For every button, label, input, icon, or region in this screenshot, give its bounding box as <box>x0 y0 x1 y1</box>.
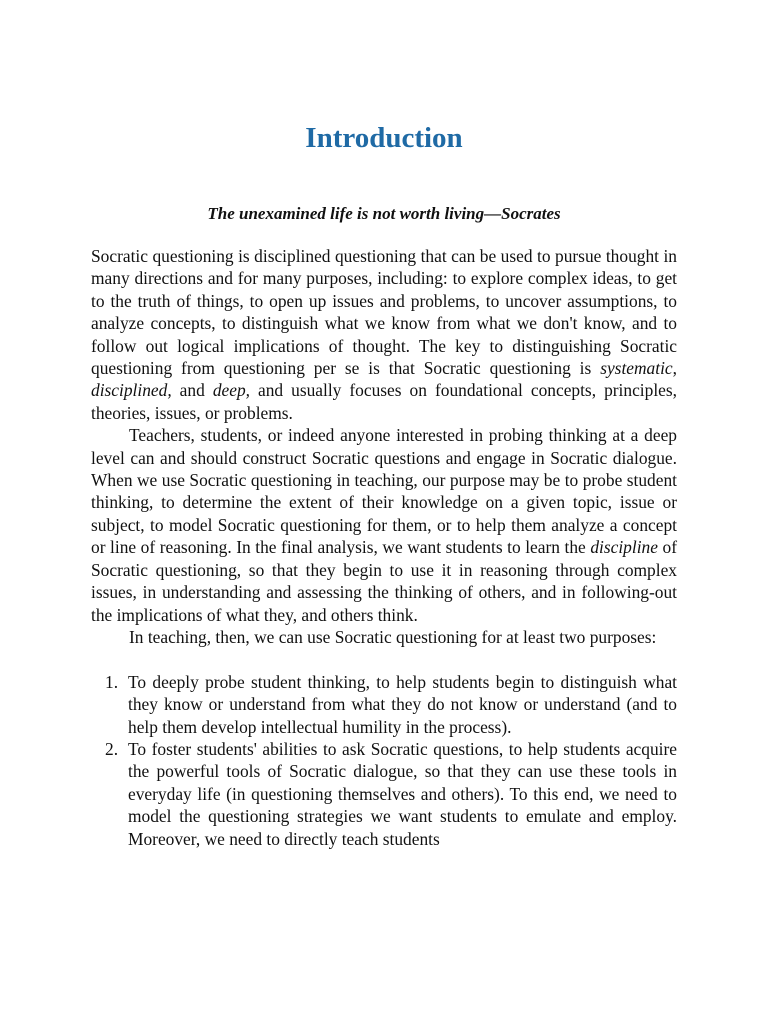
list-item <box>91 738 677 850</box>
list-item-text: To deeply probe student thinking, to help students begin to distinguish what they know or understand from what they do not know or understand (and to help them develop intellectual humility in the process). <box>128 671 677 737</box>
paragraph-teachers <box>91 424 677 626</box>
list-item-number: 2. <box>105 738 119 759</box>
epigraph-quote: The unexamined life is not worth living—Socrates <box>207 204 561 223</box>
paragraph-text: of Socratic questioning, so that they begin to use it in reasoning through complex issues, in understanding and assessing the thinking of others, and in following-out the implications of what they, and others think. <box>91 537 677 625</box>
document-page <box>91 0 677 1024</box>
purposes-list <box>91 671 677 850</box>
emphasis-discipline: discipline <box>590 537 658 558</box>
paragraph-text: and usually focuses on foundational concepts, principles, theories, issues, or problems. <box>91 380 677 423</box>
list-item <box>91 671 677 738</box>
emphasis-deep: deep, <box>212 380 250 401</box>
list-item-number: 1. <box>105 671 119 692</box>
body-text <box>91 245 677 850</box>
page-title: Introduction <box>305 122 463 154</box>
list-item-text: To foster students' abilities to ask Socratic questions, to help students acquire the powerful tools of Socratic dialogue, so that they can use these tools in everyday life (in questioning themselves and others). To this end, we need to model the questioning strategies we want students to emulate and employ. Moreover, we need to directly teach students <box>128 738 677 849</box>
emphasis-disciplined: disciplined, <box>91 380 172 401</box>
paragraph-text: Teachers, students, or indeed anyone interested in probing thinking at a deep level can and should construct Socratic questions and engage in Socratic dialogue. When we use Socratic questioning in teaching, our purpose may be to probe student thinking, to determine the extent of their knowledge on a given topic, issue or subject, to model Socratic questioning for them, or to help them analyze a concept or line of reasoning. In the final analysis, we want students to learn the <box>91 425 677 558</box>
paragraph-purposes: In teaching, then, we can use Socratic questioning for at least two purposes: <box>129 626 657 647</box>
paragraph-intro <box>91 245 677 424</box>
emphasis-systematic: systematic <box>600 358 673 379</box>
paragraph-text: and <box>171 380 213 401</box>
paragraph-text: , <box>672 358 677 379</box>
paragraph-text: Socratic questioning is disciplined questioning that can be used to pursue thought in many directions and for many purposes, including: to explore complex ideas, to get to the truth of things, to open up issues and problems, to uncover assumptions, to analyze concepts, to distinguish what we know from what we don't know, and to follow out logical implications of thought. The key to distinguishing Socratic questioning from questioning per se is that Socratic questioning is <box>91 246 677 379</box>
